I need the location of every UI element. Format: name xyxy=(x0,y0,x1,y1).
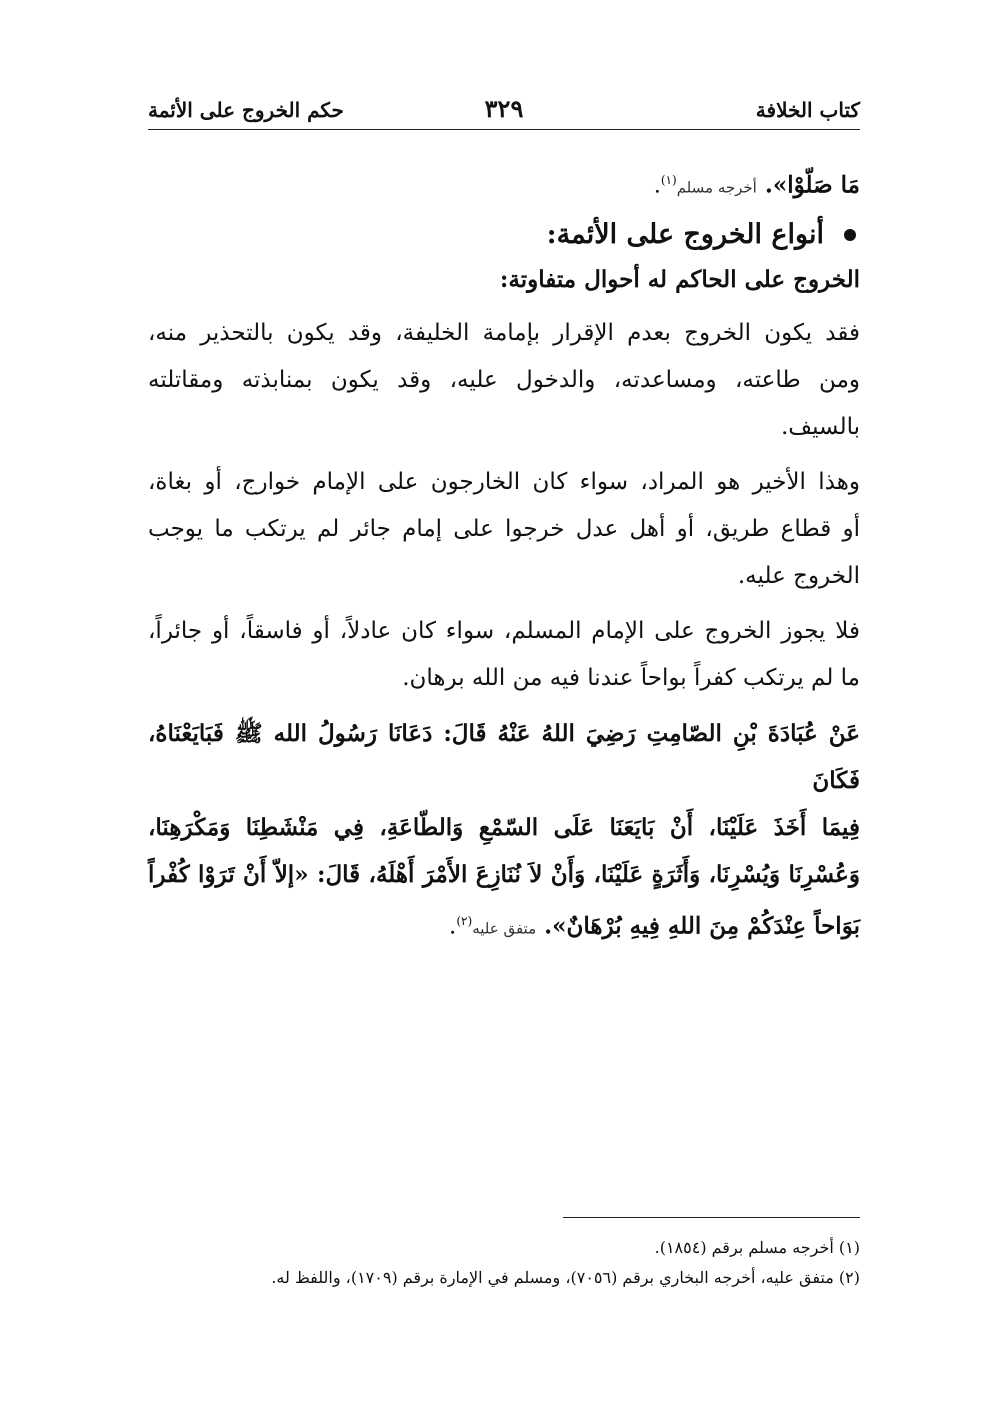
chapter-title: حكم الخروج على الأئمة xyxy=(148,98,344,122)
paragraph-line: فلا يجوز الخروج على الإمام المسلم، سواء كان عادلاً، أو فاسقاً، أو جائراً، xyxy=(148,618,860,645)
hadith-end: . xyxy=(449,913,457,940)
footnote-2: (٢) متفق عليه، أخرجه البخاري برقم (٧٠٥٦)، ومسلم في الإمارة برقم (١٧٠٩)، واللفظ له. xyxy=(271,1268,860,1287)
hadith-last-line xyxy=(148,898,860,953)
section-title: أنواع الخروج على الأئمة: xyxy=(546,219,824,251)
intro-end: . xyxy=(653,173,661,199)
intro-source: أخرجه مسلم xyxy=(676,178,757,197)
footnote-ref-1: (١) xyxy=(660,173,677,187)
paragraph-3 xyxy=(148,608,860,702)
section-heading xyxy=(148,219,860,250)
hadith-block xyxy=(148,710,860,953)
subheading: الخروج على الحاكم له أحوال متفاوتة: xyxy=(499,266,860,294)
intro-line xyxy=(148,158,860,209)
footnote-rule xyxy=(563,1217,860,1218)
hadith-end-text: بَوَاحاً عِنْدَكُمْ مِنَ اللهِ فِيهِ بُرْهَانٌ». xyxy=(536,912,860,940)
hadith-source: متفق عليه xyxy=(472,919,537,938)
hadith-line: وَعُسْرِنَا وَيُسْرِنَا، وَأَثَرَةٍ عَلَيْنَا، وَأَنْ لاَ نُنَازِعَ الأَمْرَ أَهْلَهُ، قَالَ: «إلاّ أَنْ تَرَوْا كُفْراً xyxy=(148,861,860,889)
paragraph-line: وهذا الأخير هو المراد، سواء كان الخارجون على الإمام خوارج، أو بغاة، xyxy=(148,469,860,496)
paragraph-line: ومن طاعته، ومساعدته، والدخول عليه، وقد يكون بمنابذته ومقاتلته xyxy=(148,367,860,394)
footnote-1: (١) أخرجه مسلم برقم (١٨٥٤). xyxy=(654,1238,860,1257)
hadith-line: عَنْ عُبَادَةَ بْنِ الصّامِتِ رَضِيَ اللهُ عَنْهُ قَالَ: دَعَانَا رَسُولُ الله ﷺ فَبَايَعْنَاهُ، فَكَانَ xyxy=(148,720,860,795)
page-body xyxy=(148,158,860,961)
intro-quote: مَا صَلّوْا». xyxy=(756,171,860,199)
paragraph-2 xyxy=(148,459,860,600)
paragraph-line: الخروج عليه. xyxy=(737,563,860,590)
paragraph-line: أو قطاع طريق، أو أهل عدل خرجوا على إمام جائر لم يرتكب ما يوجب xyxy=(148,516,860,543)
paragraph-line: بالسيف. xyxy=(781,414,860,441)
book-title: كتاب الخلافة xyxy=(755,98,860,122)
hadith-line: فِيمَا أَخَذَ عَلَيْنَا، أَنْ بَايَعَنَا عَلَى السّمْعِ وَالطّاعَةِ، فِي مَنْشَطِنَا وَمَكْرَهِنَا، xyxy=(148,814,860,842)
bullet-icon xyxy=(844,229,856,241)
paragraph-1 xyxy=(148,310,860,451)
footnote-ref-2: (٢) xyxy=(456,914,473,929)
paragraph-line: ما لم يرتكب كفراً بواحاً عندنا فيه من الله برهان. xyxy=(402,665,860,692)
header-rule xyxy=(148,129,860,130)
page-header xyxy=(148,92,860,132)
page-number: ٣٢٩ xyxy=(484,94,524,123)
paragraph-line: فقد يكون الخروج بعدم الإقرار بإمامة الخليفة، وقد يكون بالتحذير منه، xyxy=(148,320,860,347)
footnotes xyxy=(148,1233,860,1293)
